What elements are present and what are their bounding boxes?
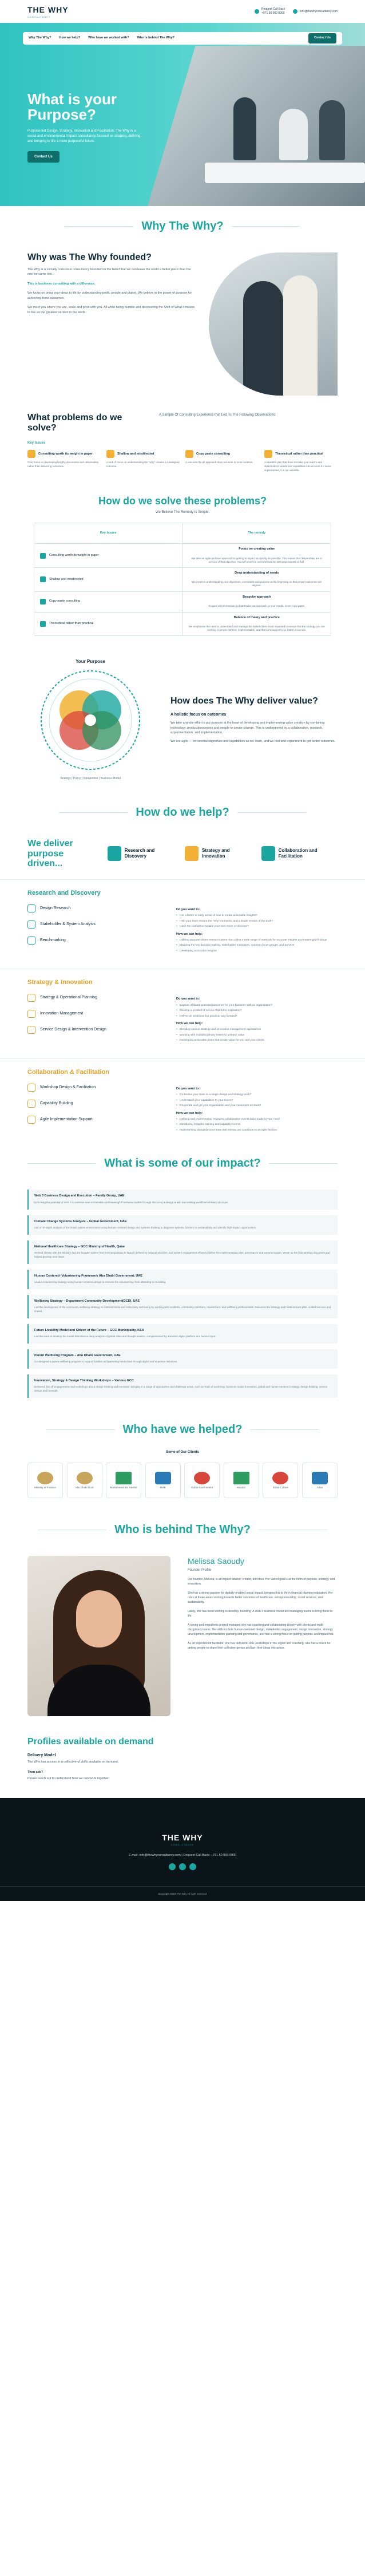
why-paragraph: This is business consulting with a difference.	[27, 282, 96, 286]
clients-section	[0, 1450, 365, 1510]
hero-content	[27, 92, 142, 163]
problems-section	[0, 401, 365, 484]
benchmark-icon	[27, 937, 35, 945]
deliver-paragraph: We take a whole effort to put purpose at the heart of developing and implementing value creation by combining technology, product/processes and people to create change. This is underpinned by a collaborative, research, experimentation, and implementation.	[170, 721, 325, 735]
innovation-icon	[27, 1010, 35, 1018]
list-item: Innovation Management	[27, 1010, 159, 1018]
paper-icon	[40, 553, 46, 559]
client-logo: Adaa	[302, 1463, 338, 1498]
help-options	[0, 833, 365, 875]
client-logo: Abu Dhabi Govt	[67, 1463, 102, 1498]
nav-clients[interactable]: Who have we worked with?	[88, 36, 129, 40]
nav-why[interactable]: Why The Why?	[29, 36, 51, 40]
clients-section-title: Who have we helped?	[0, 1409, 365, 1450]
theory-icon	[40, 621, 46, 627]
problems-note: A Sample Of Consulting Experience that Led To The Following Observations:	[159, 413, 276, 417]
founder-paragraph: She has a strong passion for digitally-enabled social impact, bringing this to life in financial planning education. Her roles at these areas working towards better outcomes of healthcare, entrepreneurship, social services, and sustainability.	[188, 1591, 333, 1605]
table-row: Consulting worth its weight in paper Focus on creating value We take an agile and lean approach to getting to impact as quickly as possible. This means that deliverables are in service of that objective. You will never be overwhelmed by 200-page reports of fluff.	[34, 544, 331, 568]
founder-role: Founder Profile	[188, 1568, 212, 1572]
phone-icon	[255, 9, 259, 14]
top-contacts	[255, 7, 338, 15]
target-icon	[106, 450, 114, 458]
collaboration-block	[0, 1058, 365, 1144]
contact-heading: Then ask?	[27, 1770, 43, 1774]
strategy-planning-icon	[27, 994, 35, 1002]
brand-tagline: CONSULTANCY	[27, 15, 51, 18]
list-item: • Understand your capabilities to your teams?	[176, 1099, 338, 1103]
why-paragraph: We meet you where you are, scale and pivot with you. All while being humble and discovering the Shift of What it means to live as the greatest version in the world.	[27, 306, 195, 314]
list-item: • Blending various strategy and innovation management approaches	[176, 1028, 338, 1032]
list-item: Design Research	[27, 904, 159, 912]
paper-icon	[27, 450, 35, 458]
impact-card: Climate Change Systems Analysis – Global Government, UAE Led on in-depth analysis of the broad system environment using human-centered design and systems thinking to diagnose systemic barriers to sustainability and identify high-impact opportunities.	[27, 1215, 338, 1235]
list-item: • Get a better or early sense of how to create actionable insights?	[176, 914, 338, 918]
key-issues-label: Key Issues	[27, 441, 46, 445]
list-item: • Defining and implementing engaging collaborative events tailor made to your need	[176, 1118, 338, 1121]
theory-icon	[264, 450, 272, 458]
list-item: Service Design & Intervention Design	[27, 1026, 159, 1034]
problem-item: Theoretical rather than practical A beautiful plan that does not take your team's and stakeholders' needs and capabilities into account if it is not implemented, it is not valuable.	[264, 450, 338, 472]
callback-contact[interactable]	[255, 7, 285, 15]
impact-card: National Healthcare Strategy – GCC Ministry of Health, Qatar Worked closely with the Ministry and the broader system from micropopulation to launch defined by national priorities, and system engagement efforts to define the implementation plan, governance and communication. Wrote up the final strategy document and helped develop next steps.	[27, 1240, 338, 1264]
list-item: • Deliver an ambitious but practical way forward?	[176, 1015, 338, 1018]
brand-name: THE WHY	[27, 5, 69, 14]
client-logo: Mohammed Bin Rashid	[106, 1463, 141, 1498]
client-logo: Ministry of Finance	[27, 1463, 63, 1498]
impact-card: Wellbeing Strategy – Department Community Development(DCD), UAE Led the development of the community wellbeing strategy to contract social and collectively well-being by working with residents, community members, researchers, and wellbeing professionals. Delivered the strategy and measurement plan, scaled success and impact.	[27, 1295, 338, 1318]
top-bar	[0, 0, 365, 23]
mail-icon	[293, 9, 297, 14]
list-item: • Mapping the key decision making, stakeholder motivators, common focus groups, and surveys	[176, 944, 338, 947]
founder-paragraph: Lately, she has been working to develop, founding 'A Web 3 business model and managing teams to bring these to life.	[188, 1610, 333, 1618]
problems-title: What problems do we solve?	[27, 413, 122, 433]
brand-logo[interactable]	[27, 5, 69, 18]
list-item: • Working with multidisciplinary teams to unleash value	[176, 1034, 338, 1037]
copy-icon	[40, 599, 46, 605]
footer-logo[interactable]: THE WHY	[162, 1833, 203, 1843]
capability-icon	[27, 1100, 35, 1108]
col-key-issues: Key Issues	[100, 531, 117, 535]
stakeholder-icon	[27, 920, 35, 929]
impact-section-title: What is some of our impact?	[0, 1143, 365, 1184]
table-row: Theoretical rather than practical Balance of theory and practice We emphasise the need to understand and manage the stakeholders most impacted to ensure that the strategy you are seeking is people-centred, implementable, and that we'd support your team to execute.	[34, 613, 331, 636]
impact-card: Web 3 Business Design and Execution – Family Group, UAE Unlocking the potential of Web 3 to envision new sustainable and meaningful business models through discovery & design & with low existing workflows/delivery structure.	[27, 1190, 338, 1209]
founder-section-title: Who is behind The Why?	[0, 1510, 365, 1550]
service-design-icon	[27, 1026, 35, 1034]
deliver-paragraph: We are agile — on several objectives and capabilities as we learn, and we test and experiment to get better outcomes.	[170, 739, 336, 743]
founder-name: Melissa Saoudy	[188, 1556, 244, 1566]
help-lead: We deliver purpose driven...	[27, 839, 73, 869]
problem-item: Copy paste consulting A one-size-fits-all approach does not work in most contexts.	[185, 450, 259, 472]
twitter-icon[interactable]	[189, 1863, 196, 1870]
hero-text: Purpose-led Design, Strategy, Innovation and Facilitation. The Why is a social and environmental Impact consultancy focused on shaping, defining, and bringing to life a more purposeful future.	[27, 129, 142, 143]
social-links	[0, 1863, 365, 1870]
solve-title: How do we solve these problems?	[98, 495, 267, 507]
col-remedy: The remedy	[182, 523, 331, 543]
founder-section	[0, 1550, 365, 1728]
footer-contact[interactable]: E-mail: info@thewhyconsultancy.com | Request Call Back: +971 50 000 0000	[128, 1853, 237, 1857]
delivery-model-title: Delivery Model	[27, 1753, 56, 1757]
option-research[interactable]: Research and Discovery	[108, 846, 173, 861]
deliver-section	[0, 647, 365, 792]
clients-label: Some of Our Clients	[166, 1450, 199, 1454]
want-label: Do you want to:	[176, 1086, 200, 1091]
list-item: • Have the confidence to take your next move or decision?	[176, 925, 338, 929]
footer-tagline: CONSULTANCY	[170, 1843, 195, 1847]
callback-phone: +971 50 000 0000	[261, 11, 285, 15]
research-block	[0, 879, 365, 965]
client-logo: Dubai Government	[184, 1463, 220, 1498]
footer	[0, 1798, 365, 1901]
list-item: Benchmarking	[27, 937, 159, 945]
block-title: Strategy & Innovation	[27, 979, 93, 986]
want-label: Do you want to:	[176, 997, 200, 1001]
nav-how[interactable]: How we help?	[59, 36, 81, 40]
list-item: • Cooperate and get your organisation and your customers on track?	[176, 1104, 338, 1108]
why-founded	[0, 247, 365, 401]
agile-icon	[27, 1116, 35, 1124]
list-item: • Developing actionable plans that create value for you and your clients	[176, 1039, 338, 1042]
how-label: How we can help:	[176, 1111, 203, 1115]
list-item: • Develop a product or service that turns inspiration?	[176, 1009, 338, 1013]
main-nav	[23, 32, 342, 45]
why-section-title: Why The Why?	[0, 206, 365, 247]
profiles-section	[0, 1728, 365, 1798]
want-label: Do you want to:	[176, 907, 200, 911]
how-label: How we can help:	[176, 1022, 203, 1025]
option-strategy[interactable]: Strategy and Innovation	[185, 846, 250, 861]
impact-card: Innovation, Strategy & Design Thinking Workshops – Various GCC Delivered flex off engagements and workshops about design thinking and innovation bringing in a range of approaches and challenge areas, such as Tools of workshop, business model innovation, global and human-centered strategy, design thinking, service design and foresight.	[27, 1374, 338, 1398]
impact-card: Future Livability Model and Citizen of the Future – GCC Municipality, KSA Led the team to develop the model that informs deep analysis of global cities and thought leaders, complemented by domestic digital platform and human input.	[27, 1324, 338, 1344]
hero-contact-button[interactable]: Contact Us	[27, 151, 59, 163]
solve-section	[0, 484, 365, 648]
profiles-text: The Why has access to a collective of skills available on demand.	[27, 1760, 119, 1764]
strategy-icon	[185, 846, 199, 861]
research-icon	[108, 846, 121, 861]
callback-label: Request Call Back	[261, 7, 285, 11]
design-research-icon	[27, 904, 35, 912]
list-item: • Capture affiliated potential outcomes for your business with an organisation?	[176, 1004, 338, 1008]
hero-title: What is your Purpose?	[27, 90, 117, 124]
list-item: Stakeholder & System Analysis	[27, 920, 159, 929]
workshop-icon	[27, 1084, 35, 1092]
how-label: How we can help:	[176, 932, 203, 936]
founder-paragraph: Our founder, Melissa, is an impact advisor, creator, and doer. Her varied goal is at the helm of purpose, strategy, and innovation.	[188, 1578, 335, 1586]
list-item: Strategy & Operational Planning	[27, 994, 159, 1002]
solve-sub: We Believe The Remedy Is Simple.	[155, 511, 210, 515]
hero-image	[148, 46, 365, 206]
list-item: • Implementing alongside your team that events can contribute to an agile fashion	[176, 1129, 338, 1132]
nav-contact-button[interactable]: Contact Us	[308, 33, 336, 43]
list-item: • Introducing bespoke training and capability events	[176, 1123, 338, 1127]
wheel-title: Your Purpose	[76, 659, 105, 665]
table-row: Shallow and misdirected Deep understanding of needs We invest in understanding your objectives, constraints and purpose at the beginning so that project outcomes are aligned.	[34, 568, 331, 592]
copyright: Copyright 2022 The Why All right reserved	[0, 1886, 365, 1896]
purpose-wheel-graphic	[39, 669, 142, 772]
impact-list	[0, 1184, 365, 1409]
why-paragraph: The Why is a socially conscious consultancy founded on the belief that we can leave the world a better place than the one we came into.	[27, 267, 191, 276]
strategy-block	[0, 969, 365, 1054]
client-logo: Masdar	[224, 1463, 259, 1498]
instagram-icon[interactable]	[179, 1863, 186, 1870]
email-address: info@thewhyconsultancy.com	[300, 9, 338, 13]
founder-paragraph: As an experienced facilitator, she has delivered 100+ workshops in the region and coaching. She has a knack for getting people to share their collective genius and turn their ideas into action.	[188, 1642, 331, 1650]
block-title: Collaboration & Facilitation	[27, 1068, 110, 1076]
founder-photo	[27, 1556, 170, 1716]
profiles-title: Profiles available on demand	[27, 1737, 154, 1747]
impact-card: Parent Wellbeing Program – Abu Dhabi Government, UAE Co-designed a parent wellbeing program to support families and parenting breakdown through digital and in-person initiatives.	[27, 1349, 338, 1369]
impact-card: Human Centered- Volunteering Framework Abu Dhabi Government, UAE Lead a volunteering strategy using human-centered design to reinvent the volunteering, from attracting to recruiting.	[27, 1270, 338, 1289]
remedy-table	[34, 523, 331, 636]
table-row: Copy paste consulting Bespoke approach Scoped with immersion so that I tailor our approach to your needs, never copy paste.	[34, 592, 331, 613]
linkedin-icon[interactable]	[169, 1863, 176, 1870]
client-logo: MSB	[145, 1463, 181, 1498]
deliver-subtitle: A holistic focus on outcomes	[170, 712, 227, 717]
client-logo: Dubai Culture	[263, 1463, 298, 1498]
list-item: • Developing actionable insights	[176, 950, 338, 953]
list-item: • Utilising purpose-driven research plans that collect a wide range of methods for accurate insights and meaningful findings	[176, 939, 338, 942]
list-item: • Help your team ensure the "why" moments, and a single version of the truth?	[176, 920, 338, 923]
problem-item: Shallow and misdirected A lack of focus on understanding the "why" creates a misaligned outcome.	[106, 450, 180, 472]
block-title: Research and Discovery	[27, 889, 101, 896]
hero	[0, 23, 365, 206]
list-item: Agile Implementation Support	[27, 1116, 159, 1124]
founder-paragraph: A strong and empathetic project manager, she has coaching and collaborating closely with clients and multi-disciplinary teams. Her skills include human-centered design, stakeholder engagement, design innovation, strategy development, implementation planning and governance, and has a strong focus on putting purpose and impact first.	[188, 1623, 334, 1637]
problem-item: Consulting worth its weight in paper Over focus on developing lengthy documents and deliverables rather than delivering outcomes.	[27, 450, 101, 472]
wheel-caption: Strategy | Policy | Intervention | Business Model	[60, 777, 121, 781]
why-title: Why was The Why founded?	[27, 252, 152, 262]
email-contact[interactable]	[293, 7, 338, 15]
list-item: Capability Building	[27, 1100, 159, 1108]
list-item: Workshop Design & Facilitation	[27, 1084, 159, 1092]
why-paragraph: We focus on bring your ideas to life by understanding profit, people and planet. We believe in the power of purpose for achieving those outcomes.	[27, 291, 192, 300]
contact-text: Please reach out to understand how we can work together!	[27, 1776, 110, 1780]
list-item: • Co-Evolve your team to a single design and strategy work?	[176, 1093, 338, 1097]
purpose-wheel	[27, 659, 153, 781]
help-section-title: How do we help?	[0, 792, 365, 833]
deliver-title: How does The Why deliver value?	[170, 696, 318, 706]
target-icon	[40, 576, 46, 582]
option-collaboration[interactable]: Collaboration and Facilitation	[261, 846, 338, 861]
nav-who[interactable]: Who is behind The Why?	[137, 36, 174, 40]
collaboration-icon	[261, 846, 275, 861]
why-image	[209, 252, 338, 396]
copy-icon	[185, 450, 193, 458]
